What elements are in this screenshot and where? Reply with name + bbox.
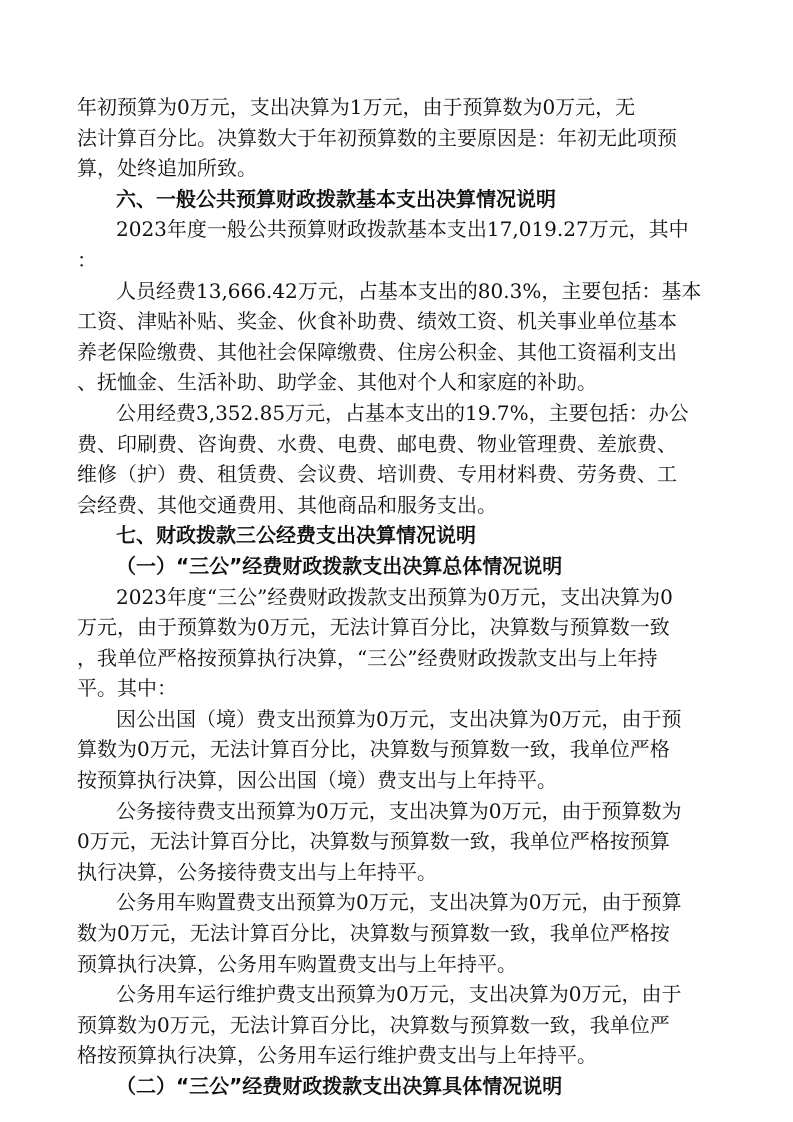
section-heading-6: 六、一般公共预算财政拨款基本支出决算情况说明 [116, 186, 556, 211]
paragraph-start: 公务用车运行维护费支出预算为0万元，支出决算为0万元，由于 [116, 982, 682, 1007]
text-line: 算数为0万元，无法计算百分比，决算数与预算数一致，我单位严格 [77, 737, 670, 762]
subsection-heading-1: （一）“三公”经费财政拨款支出决算总体情况说明 [116, 553, 563, 578]
text-line: ，我单位严格按预算执行决算，“三公”经费财政拨款支出与上年持 [77, 645, 658, 670]
text-line: 执行决算，公务接待费支出与上年持平。 [77, 859, 437, 884]
text-line: 预算数为0万元，无法计算百分比，决算数与预算数一致，我单位严 [77, 1012, 670, 1037]
paragraph-start: 2023年度“三公”经费财政拨款支出预算为0万元，支出决算为0 [116, 584, 673, 609]
paragraph-start: 因公出国（境）费支出预算为0万元，支出决算为0万元，由于预 [116, 706, 682, 731]
text-line: 法计算百分比。决算数大于年初预算数的主要原因是：年初无此项预 [77, 125, 677, 150]
document-page [77, 92, 717, 1102]
text-line: 费、印刷费、咨询费、水费、电费、邮电费、物业管理费、差旅费、 [77, 431, 677, 456]
text-line: 、抚恤金、生活补助、助学金、其他对个人和家庭的补助。 [77, 370, 597, 395]
text-line: 维修（护）费、租赁费、会议费、培训费、专用材料费、劳务费、工 [77, 462, 677, 487]
subsection-heading-2: （二）“三公”经费财政拨款支出决算具体情况说明 [116, 1074, 563, 1098]
text-line: 按预算执行决算，因公出国（境）费支出与上年持平。 [77, 768, 557, 793]
text-line: 年初预算为0万元，支出决算为1万元，由于预算数为0万元，无 [77, 95, 636, 119]
paragraph-start: 人员经费13,666.42万元，占基本支出的80.3%，主要包括：基本 [116, 278, 702, 303]
text-line: ： [77, 247, 97, 272]
text-line: 数为0万元，无法计算百分比，决算数与预算数一致，我单位严格按 [77, 921, 670, 946]
text-line: 万元，由于预算数为0万元，无法计算百分比，决算数与预算数一致 [77, 615, 670, 640]
paragraph-start: 2023年度一般公共预算财政拨款基本支出17,019.27万元，其中 [116, 217, 689, 242]
paragraph-start: 公务用车购置费支出预算为0万元，支出决算为0万元，由于预算 [116, 890, 682, 915]
text-line: 平。其中： [77, 676, 177, 701]
text-line: 0万元，无法计算百分比，决算数与预算数一致，我单位严格按预算 [77, 829, 670, 854]
text-line: 养老保险缴费、其他社会保障缴费、住房公积金、其他工资福利支出 [77, 339, 677, 364]
section-heading-7: 七、财政拨款三公经费支出决算情况说明 [116, 523, 476, 548]
text-line: 算，处终追加所致。 [77, 156, 257, 181]
paragraph-start: 公务接待费支出预算为0万元，支出决算为0万元，由于预算数为 [116, 798, 682, 823]
text-line: 格按预算执行决算，公务用车运行维护费支出与上年持平。 [77, 1043, 597, 1068]
paragraph-start: 公用经费3,352.85万元，占基本支出的19.7%，主要包括：办公 [116, 400, 689, 425]
text-line: 预算执行决算，公务用车购置费支出与上年持平。 [77, 951, 517, 976]
text-line: 会经费、其他交通费用、其他商品和服务支出。 [77, 492, 497, 517]
text-line: 工资、津贴补贴、奖金、伙食补助费、绩效工资、机关事业单位基本 [77, 309, 677, 334]
